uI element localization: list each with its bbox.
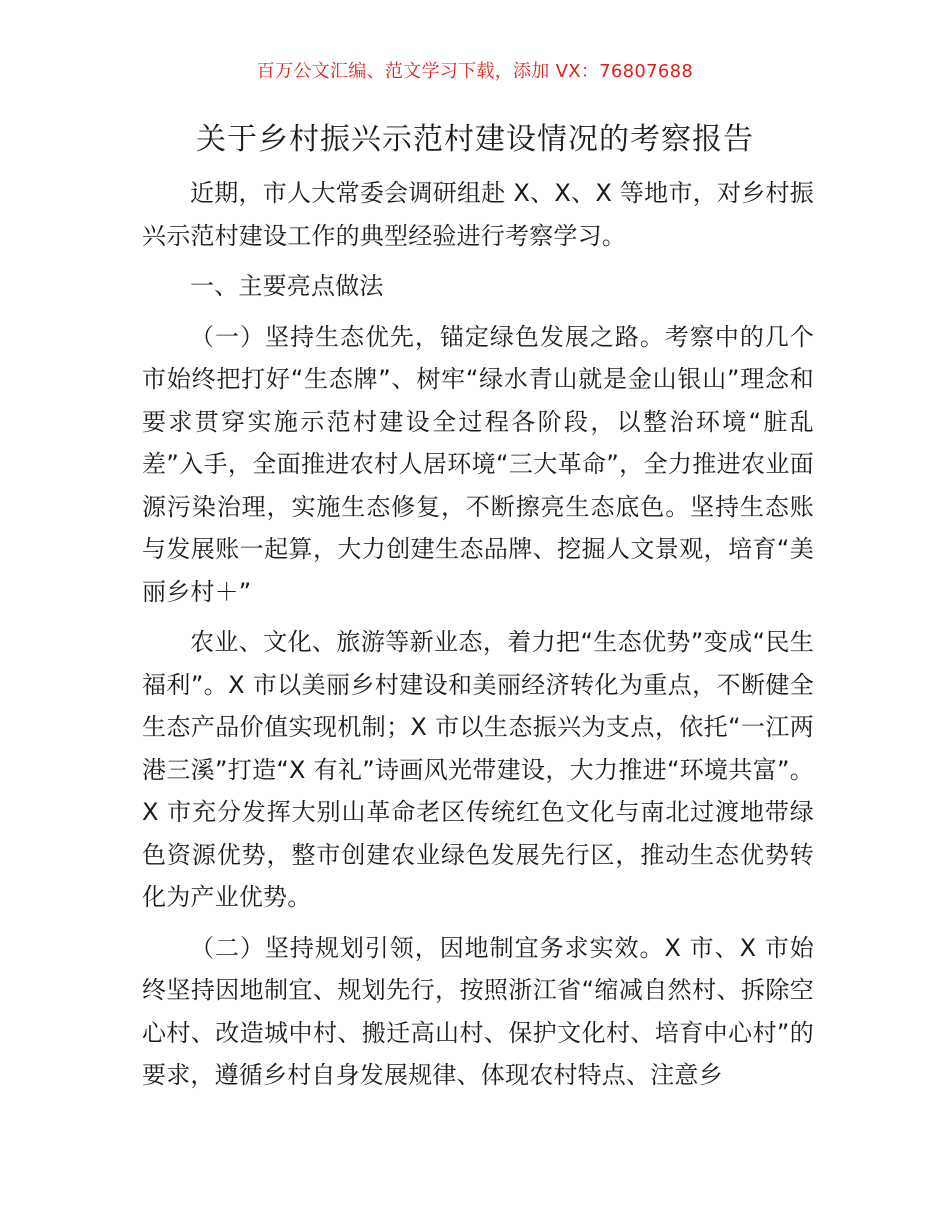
section-heading: 一、主要亮点做法 — [190, 272, 384, 300]
paragraph-eco-priority: （一）坚持生态优先，锚定绿色发展之路。考察中的几个市始终把打好“生态牌”、树牢“绿水青山就是金山银山”理念和要求贯穿实施示范村建设全过程各阶段，以整治环境“脏乱差”入手，全面推进农村人居环境“三大革命”，全力推进农业面源污染治理，实施生态修复，不断擦亮生态底色。坚持生态账与发展账一起算，大力创建生态品牌、挖掘人文景观，培育“美丽乡村＋” — [142, 322, 814, 606]
paragraph-intro: 近期，市人大常委会调研组赴 X、X、X 等地市，对乡村振兴示范村建设工作的典型经验进行考察学习。 — [142, 179, 814, 250]
header-banner: 百万公文汇编、范文学习下载，添加 VX：76807688 — [256, 61, 694, 82]
paragraph-planning: （二）坚持规划引领，因地制宜务求实效。X 市、X 市始终坚持因地制宜、规划先行，按照浙江省“缩减自然村、拆除空心村、改造城中村、搬迁高山村、保护文化村、培育中心村”的要求，遵循乡村自身发展规律、体现农村特点、注意乡 — [142, 933, 814, 1089]
document-title: 关于乡村振兴示范村建设情况的考察报告 — [196, 122, 754, 157]
paragraph-eco-continued: 农业、文化、旅游等新业态，着力把“生态优势”变成“民生福利”。X 市以美丽乡村建设和美丽经济转化为重点，不断健全生态产品价值实现机制；X 市以生态振兴为支点，依托“一江两港三溪”打造“X 有礼”诗画风光带建设，大力推进“环境共富”。X 市充分发挥大别山革命老区传统红色文化与南北过渡地带绿色资源优势，整市创建农业绿色发展先行区，推动生态优势转化为产业优势。 — [142, 628, 814, 911]
document-body — [142, 172, 814, 1105]
